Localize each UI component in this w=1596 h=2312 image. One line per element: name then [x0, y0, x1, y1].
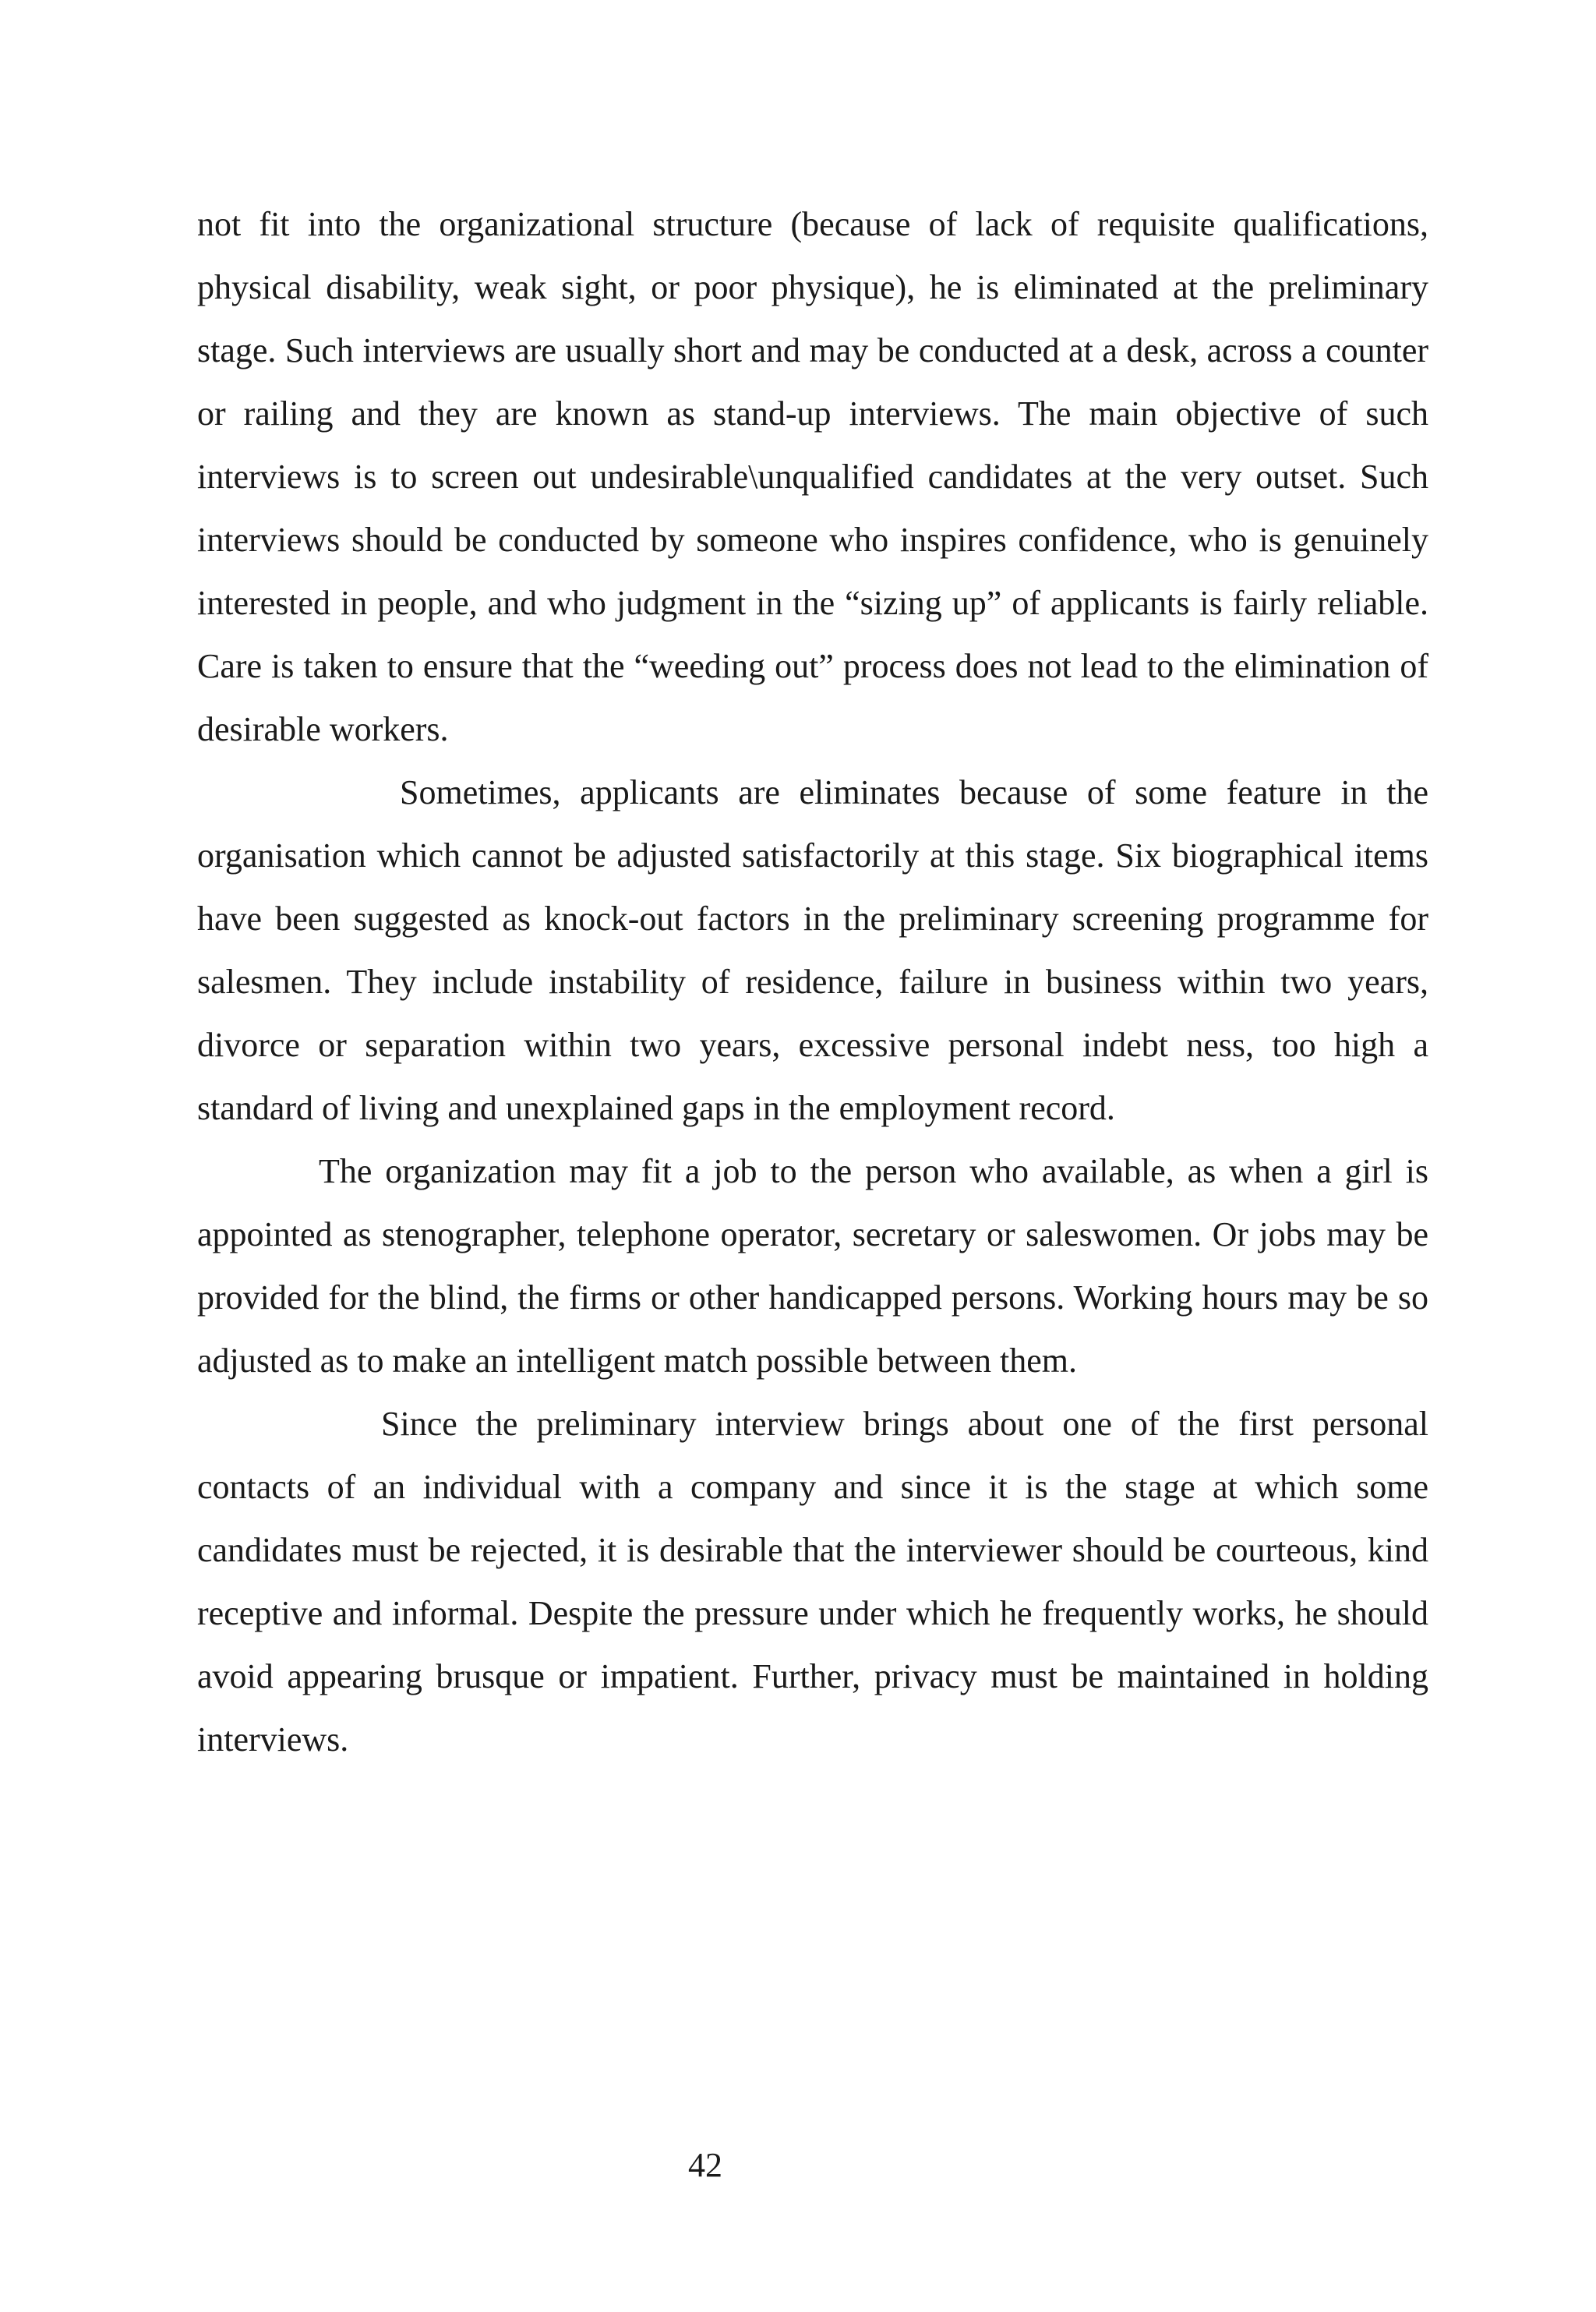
- paragraph-job-fit: The organization may fit a job to the person who available, as when a girl is appointed as stenographer, telephone operator, secretary or saleswomen. Or jobs may be provided for the blind, the firms or other handicapped persons. Working hours may be so adjusted as to make an intelligent match possible between them.: [197, 1152, 1428, 1380]
- body-text: [197, 193, 1428, 1771]
- paragraph-continuation: not fit into the organizational structure (because of lack of requisite qualifications, physical disability, weak sight, or poor physique), he is eliminated at the preliminary stage. Such interviews are usually short and may be conducted at a desk, across a counter or railing and they are known as stand-up interviews. The main objective of such interviews is to screen out undesirable\unqualified candidates at the very outset. Such interviews should be conducted by someone who inspires confidence, who is genuinely interested in people, and who judgment in the “sizing up” of applicants is fairly reliable. Care is taken to ensure that the “weeding out” process does not lead to the elimination of desirable workers.: [197, 205, 1428, 748]
- page-number: 42: [688, 2146, 722, 2184]
- paragraph-interviewer-conduct: Since the preliminary interview brings about one of the first personal contacts of an individual with a company and since it is the stage at which some candidates must be rejected, it is desirable that the interviewer should be courteous, kind receptive and informal. Despite the pressure under which he frequently works, he should avoid appearing brusque or impatient. Further, privacy must be maintained in holding interviews.: [197, 1405, 1428, 1759]
- paragraph-knockout-factors: Sometimes, applicants are eliminates because of some feature in the organisation which cannot be adjusted satisfactorily at this stage. Six biographical items have been suggested as knock-out factors in the preliminary screening programme for salesmen. They include instability of residence, failure in business within two years, divorce or separation within two years, excessive personal indebt ness, too high a standard of living and unexplained gaps in the employment record.: [197, 773, 1428, 1127]
